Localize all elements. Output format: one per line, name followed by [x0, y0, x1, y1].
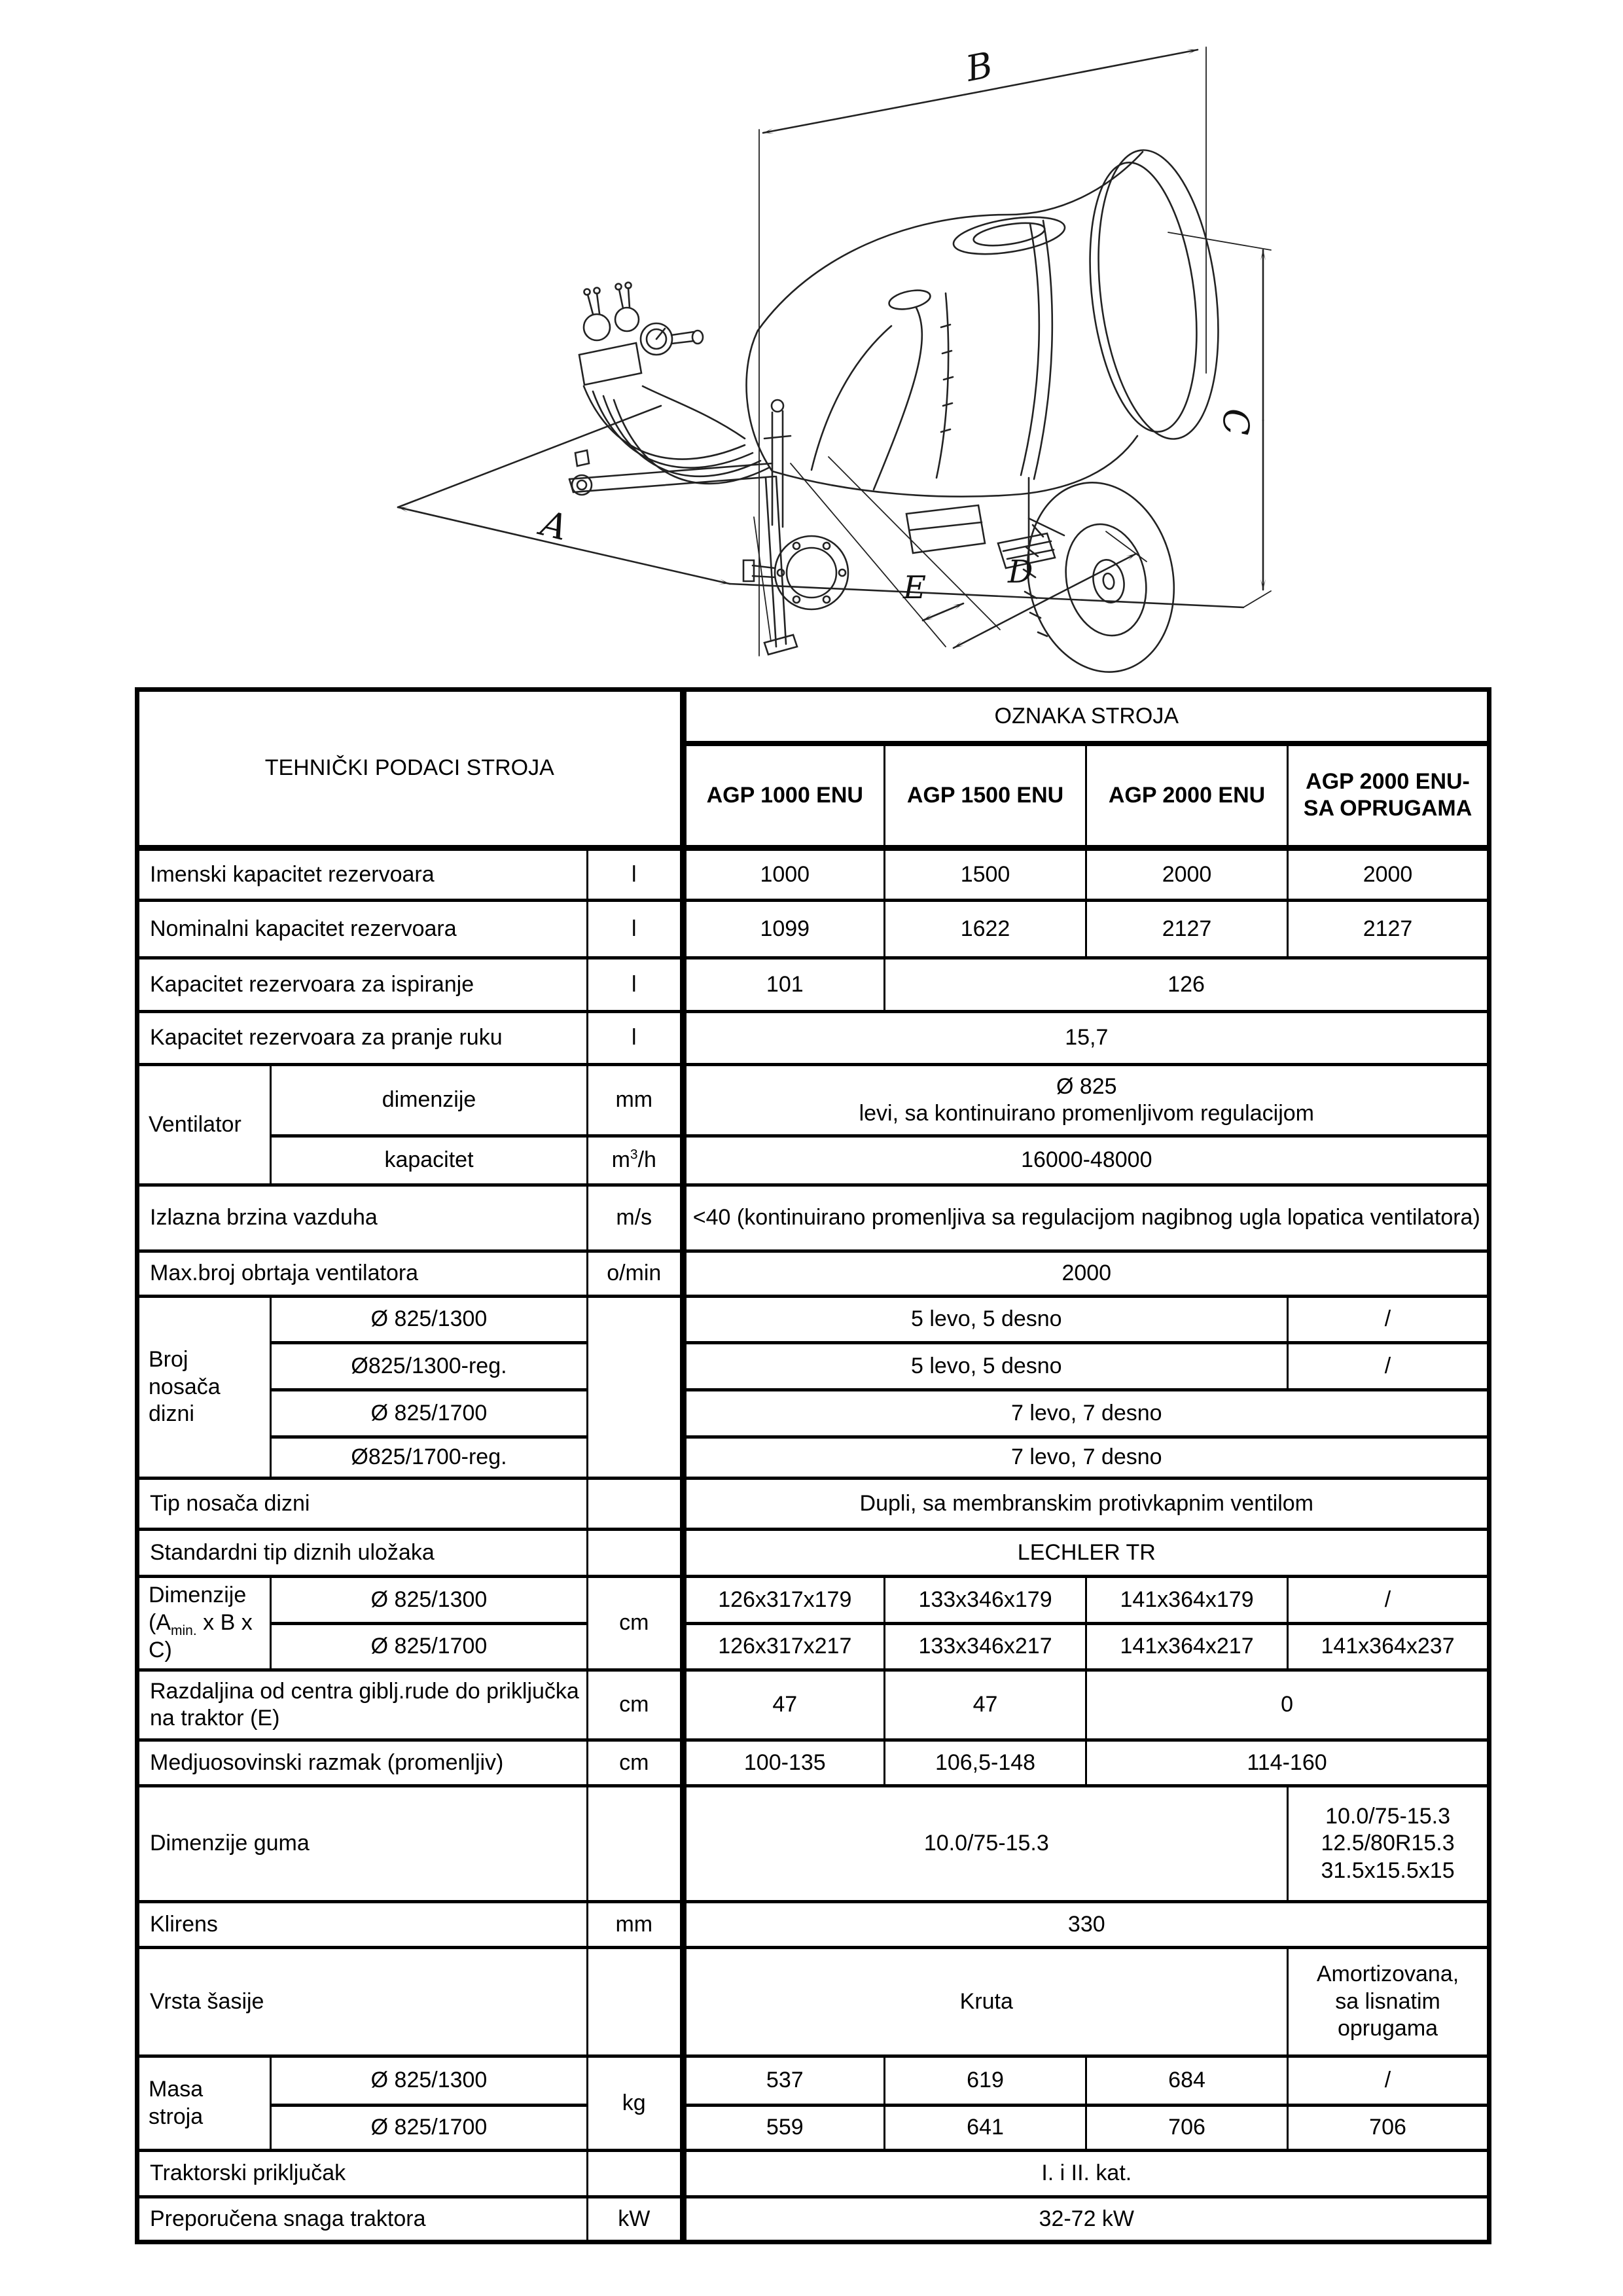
cell: 559 — [683, 2106, 885, 2151]
cell: 114-160 — [1086, 1740, 1489, 1786]
row-maxbroj — [137, 1251, 1489, 1297]
cell: / — [1288, 2056, 1489, 2106]
row-masa-1 — [137, 2056, 1489, 2106]
dim-pre: (A — [149, 1609, 171, 1635]
header-model-2: AGP 1500 ENU — [885, 744, 1086, 848]
sasija-line1: Amortizovana, — [1316, 1962, 1459, 1987]
dimension-de — [791, 457, 1147, 648]
row-snaga-label: Preporučena snaga traktora — [137, 2197, 588, 2242]
unit-base: m — [611, 1147, 630, 1173]
row-nominalni-unit: l — [588, 901, 683, 958]
sasija-line2: sa lisnatim — [1335, 1988, 1440, 2014]
cell: <40 (kontinuirano promenljiva sa regulacijom nagibnog ugla lopatica ventilatora) — [683, 1185, 1489, 1251]
dim-label-d: D — [1008, 554, 1033, 590]
dimension-b — [759, 44, 1206, 656]
cell: 5 levo, 5 desno — [683, 1343, 1288, 1390]
cell: 619 — [885, 2056, 1086, 2106]
cell: 47 — [683, 1670, 885, 1740]
cell: 100-135 — [683, 1740, 885, 1786]
unit-tail: /h — [637, 1147, 656, 1173]
valve-cluster — [579, 283, 703, 386]
hoses — [584, 308, 922, 490]
row-dimenzije-2 — [137, 1624, 1489, 1670]
cell: 7 levo, 7 desno — [683, 1390, 1489, 1437]
cell: 2000 — [1086, 848, 1288, 901]
vent-dim-line1: Ø 825 — [1056, 1073, 1117, 1099]
row-nosaci-3 — [137, 1390, 1489, 1437]
cell: LECHLER TR — [683, 1530, 1489, 1577]
unit-sup: 3 — [630, 1147, 638, 1162]
row-klirens-label: Klirens — [137, 1902, 588, 1948]
row-medjuosovinski-label: Medjuosovinski razmak (promenljiv) — [137, 1740, 588, 1786]
cell: 133x346x179 — [885, 1577, 1086, 1624]
row-nominalni-label: Nominalni kapacitet rezervoara — [137, 901, 588, 958]
row-vent-dim-unit: mm — [588, 1065, 683, 1136]
cell: 706 — [1288, 2106, 1489, 2151]
row-gume-label: Dimenzije guma — [137, 1786, 588, 1902]
cell: / — [1288, 1577, 1489, 1624]
cell: 106,5-148 — [885, 1740, 1086, 1786]
cell — [683, 1065, 1489, 1136]
row-vent-kap-unit — [588, 1136, 683, 1185]
cell: / — [1288, 1343, 1489, 1390]
row-nosaci-3-label: Ø 825/1700 — [271, 1390, 588, 1437]
cell: 2000 — [683, 1251, 1489, 1297]
cell: 1099 — [683, 901, 885, 958]
row-vent-dim-label: dimenzije — [271, 1065, 588, 1136]
row-sasija-unit — [588, 1948, 683, 2056]
dim-label-b: B — [962, 44, 996, 90]
gume-line3: 31.5x15.5x15 — [1321, 1857, 1455, 1883]
row-standardni-unit — [588, 1530, 683, 1577]
row-razdaljina — [137, 1670, 1489, 1740]
cell: 5 levo, 5 desno — [683, 1297, 1288, 1343]
row-klirens — [137, 1902, 1489, 1948]
row-gume — [137, 1786, 1489, 1902]
row-izlazna — [137, 1185, 1489, 1251]
cell: 706 — [1086, 2106, 1288, 2151]
row-ispiranje-unit: l — [588, 958, 683, 1012]
row-izlazna-unit: m/s — [588, 1185, 683, 1251]
row-razdaljina-unit: cm — [588, 1670, 683, 1740]
cell: 684 — [1086, 2056, 1288, 2106]
group-dimenzije-line1: Dimenzije — [149, 1583, 247, 1608]
row-masa-2 — [137, 2106, 1489, 2151]
dim-label-e: E — [903, 569, 927, 606]
dimension-a — [398, 502, 730, 584]
cell: 2000 — [1288, 848, 1489, 901]
cell: 2127 — [1086, 901, 1288, 958]
row-snaga — [137, 2197, 1489, 2242]
wheel — [1010, 469, 1191, 681]
group-dimenzije — [137, 1577, 271, 1670]
row-sasija — [137, 1948, 1489, 2056]
cell: I. i II. kat. — [683, 2151, 1489, 2197]
cell: 1000 — [683, 848, 885, 901]
row-masa-unit: kg — [588, 2056, 683, 2151]
cell — [1288, 1948, 1489, 2056]
cell: / — [1288, 1297, 1489, 1343]
cell: 1622 — [885, 901, 1086, 958]
row-nosaci-1-label: Ø 825/1300 — [271, 1297, 588, 1343]
row-razdaljina-label: Razdaljina od centra giblj.rude do priključka na traktor (E) — [137, 1670, 588, 1740]
row-izlazna-label: Izlazna brzina vazduha — [137, 1185, 588, 1251]
cell: 2127 — [1288, 901, 1489, 958]
row-dimenzije-1-label: Ø 825/1300 — [271, 1577, 588, 1624]
row-nosaci-2 — [137, 1343, 1489, 1390]
cell: Dupli, sa membranskim protivkapnim ventilom — [683, 1479, 1489, 1530]
dim-sub: min. — [171, 1623, 197, 1638]
cell: 141x364x237 — [1288, 1624, 1489, 1670]
spec-table — [135, 687, 1491, 2244]
cell: 16000-48000 — [683, 1136, 1489, 1185]
row-pranje-label: Kapacitet rezervoara za pranje ruku — [137, 1012, 588, 1065]
cell: 47 — [885, 1670, 1086, 1740]
group-dimenzije-line2 — [149, 1609, 263, 1664]
row-nosaci-unit — [588, 1297, 683, 1479]
row-ispiranje — [137, 958, 1489, 1012]
dim-tail: x B x C) — [149, 1609, 253, 1663]
row-nominalni — [137, 901, 1489, 958]
cell: 537 — [683, 2056, 885, 2106]
cell: 7 levo, 7 desno — [683, 1437, 1489, 1479]
cell: 126x317x179 — [683, 1577, 885, 1624]
dim-label-a: A — [537, 502, 572, 549]
cell: 126x317x217 — [683, 1624, 885, 1670]
header-model-3: AGP 2000 ENU — [1086, 744, 1288, 848]
cell: 141x364x217 — [1086, 1624, 1288, 1670]
header-row-1 — [137, 690, 1489, 744]
dim-label-c: C — [1215, 408, 1257, 436]
group-ventilator: Ventilator — [137, 1065, 271, 1185]
row-standardni-label: Standardni tip diznih uložaka — [137, 1530, 588, 1577]
cell: Kruta — [683, 1948, 1288, 2056]
row-nosaci-1 — [137, 1297, 1489, 1343]
row-prikljucak — [137, 2151, 1489, 2197]
row-klirens-unit: mm — [588, 1902, 683, 1948]
row-pranje — [137, 1012, 1489, 1065]
row-vent-kap-label: kapacitet — [271, 1136, 588, 1185]
row-snaga-unit: kW — [588, 2197, 683, 2242]
row-medjuosovinski-unit: cm — [588, 1740, 683, 1786]
cell: 101 — [683, 958, 885, 1012]
group-masa: Masa stroja — [137, 2056, 271, 2151]
row-tip-unit — [588, 1479, 683, 1530]
row-standardni — [137, 1530, 1489, 1577]
header-group-title: OZNAKA STROJA — [683, 690, 1489, 744]
row-prikljucak-label: Traktorski priključak — [137, 2151, 588, 2197]
row-gume-unit — [588, 1786, 683, 1902]
row-sasija-label: Vrsta šasije — [137, 1948, 588, 2056]
row-maxbroj-label: Max.broj obrtaja ventilatora — [137, 1251, 588, 1297]
dimension-c — [1168, 232, 1271, 607]
row-imenski-label: Imenski kapacitet rezervoara — [137, 848, 588, 901]
cell: 330 — [683, 1902, 1489, 1948]
row-medjuosovinski — [137, 1740, 1489, 1786]
sprayer-technical-drawing — [353, 20, 1296, 681]
cell: 641 — [885, 2106, 1086, 2151]
row-maxbroj-unit: o/min — [588, 1251, 683, 1297]
header-model-4: AGP 2000 ENU-SA OPRUGAMA — [1288, 744, 1489, 848]
cell: 15,7 — [683, 1012, 1489, 1065]
row-ispiranje-label: Kapacitet rezervoara za ispiranje — [137, 958, 588, 1012]
row-masa-1-label: Ø 825/1300 — [271, 2056, 588, 2106]
cell: 10.0/75-15.3 — [683, 1786, 1288, 1902]
group-nosaci: Broj nosača dizni — [137, 1297, 271, 1479]
gume-line2: 12.5/80R15.3 — [1321, 1831, 1455, 1856]
row-nosaci-4-label: Ø825/1700-reg. — [271, 1437, 588, 1479]
row-imenski — [137, 848, 1489, 901]
row-prikljucak-unit — [588, 2151, 683, 2197]
gume-line1: 10.0/75-15.3 — [1325, 1803, 1450, 1829]
cell: 133x346x217 — [885, 1624, 1086, 1670]
row-nosaci-2-label: Ø825/1300-reg. — [271, 1343, 588, 1390]
cell: 32-72 kW — [683, 2197, 1489, 2242]
sasija-line3: oprugama — [1337, 2016, 1438, 2041]
cell: 126 — [885, 958, 1489, 1012]
vent-dim-line2: levi, sa kontinuirano promenljivom regulacijom — [859, 1101, 1314, 1126]
row-pranje-unit: l — [588, 1012, 683, 1065]
cell: 1500 — [885, 848, 1086, 901]
cell: 0 — [1086, 1670, 1489, 1740]
cell — [1288, 1786, 1489, 1902]
row-masa-2-label: Ø 825/1700 — [271, 2106, 588, 2151]
row-ventilator-dimenzije — [137, 1065, 1489, 1136]
row-tip-label: Tip nosača dizni — [137, 1479, 588, 1530]
row-ventilator-kapacitet — [137, 1136, 1489, 1185]
row-nosaci-4 — [137, 1437, 1489, 1479]
row-imenski-unit: l — [588, 848, 683, 901]
header-left-title: TEHNIČKI PODACI STROJA — [137, 690, 683, 848]
header-model-1: AGP 1000 ENU — [683, 744, 885, 848]
row-tip — [137, 1479, 1489, 1530]
row-dimenzije-1 — [137, 1577, 1489, 1624]
cell: 141x364x179 — [1086, 1577, 1288, 1624]
row-dimenzije-unit: cm — [588, 1577, 683, 1670]
row-dimenzije-2-label: Ø 825/1700 — [271, 1624, 588, 1670]
